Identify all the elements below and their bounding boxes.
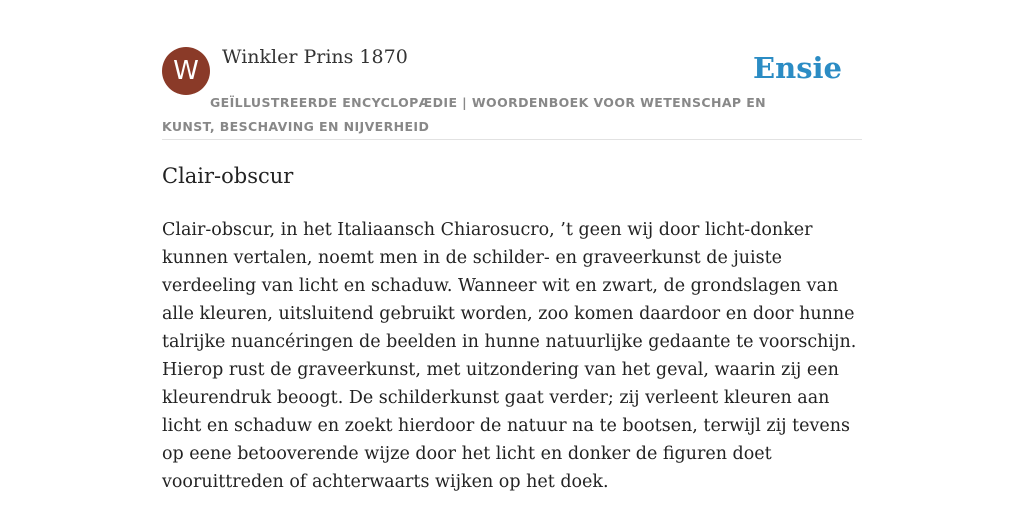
source-subtitle: GEÏLLUSTREERDE ENCYCLOPÆDIE | WOORDENBOEK VOOR WETENSCHAP EN KUNST, BESCHAVING EN NIJVERHEID bbox=[162, 95, 767, 134]
avatar[interactable]: W bbox=[162, 47, 210, 95]
brand-logo[interactable]: Ensie bbox=[753, 51, 842, 85]
source-title[interactable]: Winkler Prins 1870 bbox=[222, 46, 408, 68]
entry-body: Clair-obscur, in het Italiaansch Chiarosucro, ’t geen wij door licht-donker kunnen vertalen, noemt men in de schilder- en graveerkunst de juiste verdeeling van licht en schaduw. Wanneer wit en zwart, de grondslagen van alle kleuren, uitsluitend gebruikt worden, zoo komen daardoor en door hunne talrijke nuancéringen de beelden in hunne natuurlijke gedaante te voorschijn. Hierop rust de graveerkunst, met uitzondering van het geval, waarin zij een kleurendruk beoogt. De schilderkunst gaat verder; zij verleent kleuren aan licht en schaduw en zoekt hierdoor de natuur na te bootsen, terwijl zij tevens op eene betooverende wijze door het licht en donker de figuren doet vooruittreden of achterwaarts wijken op het doek. bbox=[162, 220, 857, 492]
entry-title: Clair-obscur bbox=[162, 164, 294, 188]
divider bbox=[162, 139, 862, 140]
